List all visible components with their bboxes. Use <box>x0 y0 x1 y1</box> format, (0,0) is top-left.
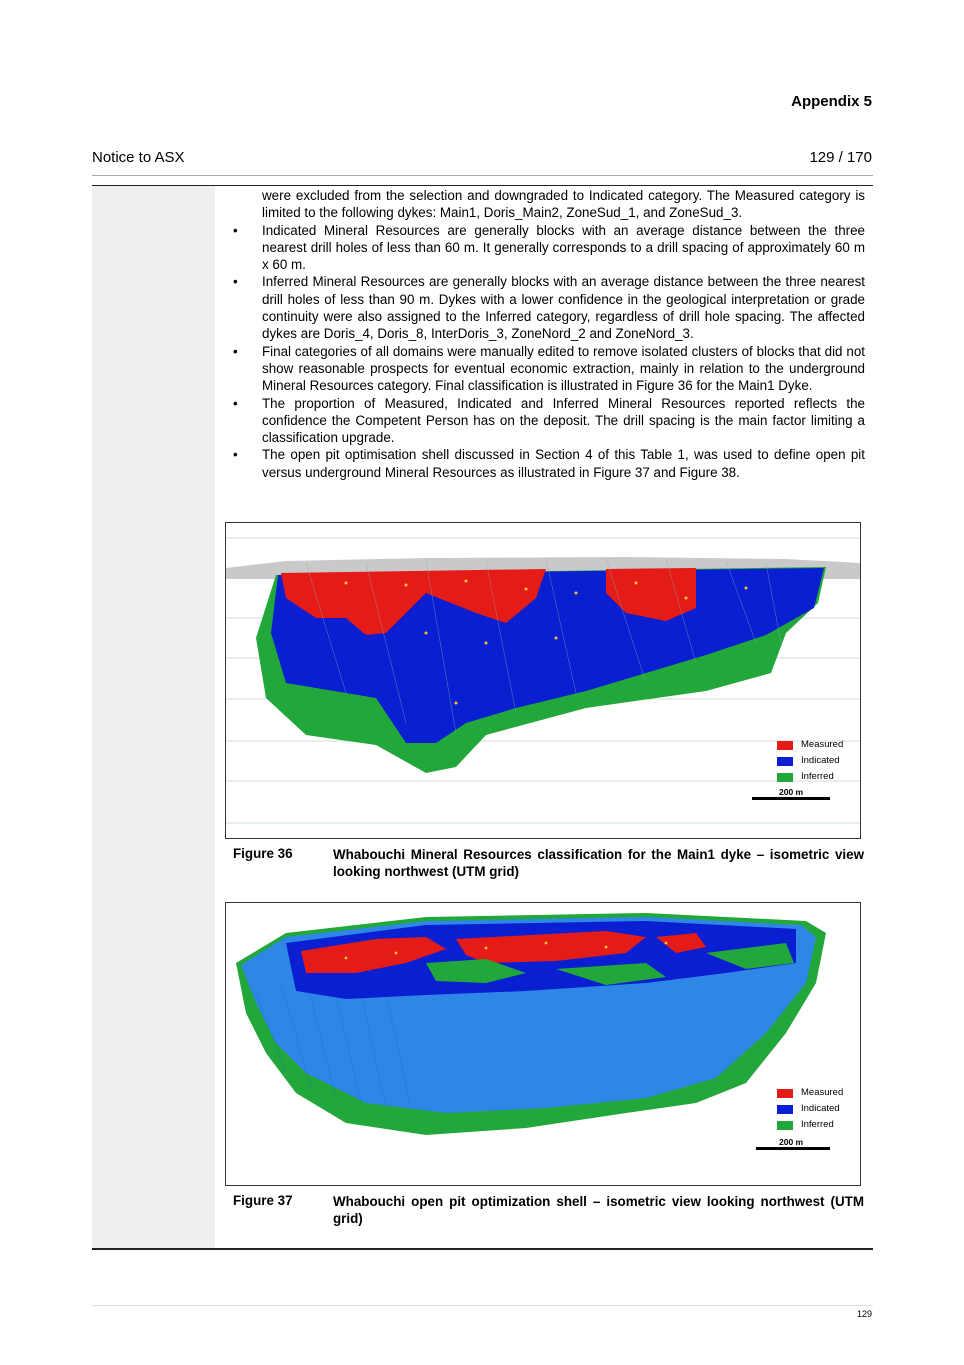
figure-36-legend <box>777 737 843 785</box>
header-rule <box>92 175 873 176</box>
figure-37-scale-bar: 200 m <box>756 1137 830 1150</box>
figure-37-number: Figure 37 <box>233 1193 293 1208</box>
appendix-label: Appendix 5 <box>791 93 872 110</box>
legend-measured: Measured <box>777 737 843 753</box>
figure-36-caption: Whabouchi Mineral Resources classification for the Main1 dyke – isometric view looking northwest (UTM grid) <box>333 847 864 879</box>
table-left-column <box>92 186 215 1249</box>
bullet-item: • The proportion of Measured, Indicated and Inferred Mineral Resources reported reflects the confidence the Competent Person has on the deposit. The drill spacing is the main factor limiting a classification upgrade. <box>233 395 865 447</box>
legend-indicated: Indicated <box>777 753 843 769</box>
table-bottom-rule <box>92 1248 873 1250</box>
footer-page-number: 129 <box>856 1309 872 1319</box>
figure-37-caption: Whabouchi open pit optimization shell – isometric view looking northwest (UTM grid) <box>333 1194 864 1226</box>
bullet-list <box>233 222 865 481</box>
legend-inferred: Inferred <box>777 1117 843 1133</box>
legend-indicated: Indicated <box>777 1101 843 1117</box>
bullet-item: • Final categories of all domains were manually edited to remove isolated clusters of blocks that did not show reasonable prospects for eventual economic extraction, mainly in relation to the underground Mineral Resources category. Final classification is illustrated in Figure 36 for the Main1 Dyke. <box>233 343 865 395</box>
figure-36-image <box>225 522 861 839</box>
figure-36-number: Figure 36 <box>233 846 293 861</box>
figure-36-scale-bar: 200 m <box>752 787 830 800</box>
legend-measured: Measured <box>777 1085 843 1101</box>
continuation-paragraph: were excluded from the selection and downgraded to Indicated category. The Measured category is limited to the following dykes: Main1, Doris_Main2, ZoneSud_1, and ZoneSud_3. <box>262 188 865 221</box>
figure-37-image <box>225 902 861 1186</box>
bullet-item: • Inferred Mineral Resources are generally blocks with an average distance between the three nearest drill holes of less than 90 m. Dykes with a lower confidence in the geological interpretation or grade continuity were also assigned to the Inferred category, regardless of drill hole spacing. The affected dykes are Doris_4, Doris_8, InterDoris_3, ZoneNord_2 and ZoneNord_3. <box>233 273 865 342</box>
body-text <box>233 187 865 481</box>
bullet-item: • The open pit optimisation shell discussed in Section 4 of this Table 1, was used to define open pit versus underground Mineral Resources as illustrated in Figure 37 and Figure 38. <box>233 446 865 481</box>
footer-rule <box>92 1305 873 1306</box>
figure-37-legend <box>777 1085 843 1133</box>
page-counter: 129 / 170 <box>809 149 872 166</box>
notice-label: Notice to ASX <box>92 149 185 166</box>
bullet-item: • Indicated Mineral Resources are generally blocks with an average distance between the three nearest drill holes of less than 60 m. It generally corresponds to a drill spacing of approximately 60 m x 60 m. <box>233 222 865 274</box>
legend-inferred: Inferred <box>777 769 843 785</box>
